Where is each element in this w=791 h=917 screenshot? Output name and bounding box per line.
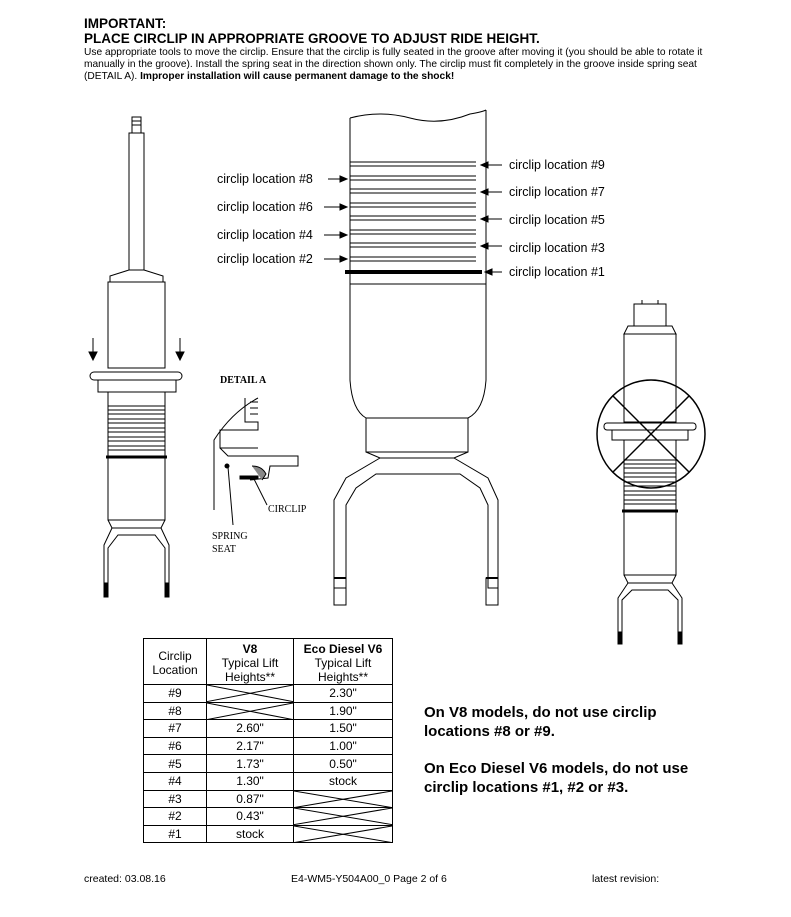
cell-location: #1 — [144, 825, 207, 843]
cell-v6-height: 2.30" — [294, 685, 393, 703]
cell-location: #9 — [144, 685, 207, 703]
detail-a-title: DETAIL A — [220, 375, 267, 386]
center-shock-illustration — [334, 110, 498, 605]
table-body — [144, 685, 393, 843]
cell-v6-height: 1.90" — [294, 702, 393, 720]
footer-docid: E4-WM5-Y504A00_0 Page 2 of 6 — [291, 873, 447, 885]
cell-v8-height: 0.87" — [207, 790, 294, 808]
table-row — [144, 825, 393, 843]
not-applicable-icon — [207, 703, 293, 720]
detail-spring-label: SPRING — [212, 531, 248, 542]
cell-location: #8 — [144, 702, 207, 720]
cell-v8-height: stock — [207, 825, 294, 843]
header-circlip-location: Circlip Location — [144, 639, 207, 685]
table-row — [144, 702, 393, 720]
label-circlip-1: circlip location #1 — [509, 265, 605, 279]
cell-v8-height: 0.43" — [207, 808, 294, 826]
cell-v6-height: 0.50" — [294, 755, 393, 773]
lift-height-table — [143, 638, 393, 843]
cell-location: #4 — [144, 772, 207, 790]
label-circlip-4: circlip location #4 — [217, 228, 313, 242]
header-v8-sub: Typical Lift Heights** — [221, 656, 279, 684]
not-applicable-icon — [294, 826, 392, 843]
header-v6-sub: Typical Lift Heights** — [314, 656, 372, 684]
cell-v8-height — [207, 702, 294, 720]
cell-location: #3 — [144, 790, 207, 808]
table-row — [144, 755, 393, 773]
table-header-row — [144, 639, 393, 685]
detail-seat-label: SEAT — [212, 544, 236, 555]
label-circlip-9: circlip location #9 — [509, 158, 605, 172]
right-shock-illustration — [597, 300, 705, 644]
header-v6 — [294, 639, 393, 685]
label-circlip-7: circlip location #7 — [509, 185, 605, 199]
header-v6-title: Eco Diesel V6 — [303, 642, 383, 656]
cell-v6-height: stock — [294, 772, 393, 790]
v6-note: On Eco Diesel V6 models, do not use circlip locations #1, #2 or #3. — [424, 760, 689, 796]
header-v8 — [207, 639, 294, 685]
right-label-arrows — [481, 162, 502, 275]
footer-created: created: 03.08.16 — [84, 873, 166, 885]
cell-location: #6 — [144, 737, 207, 755]
cell-v6-height — [294, 825, 393, 843]
cell-v8-height: 2.60" — [207, 720, 294, 738]
table-row — [144, 808, 393, 826]
main-heading: PLACE CIRCLIP IN APPROPRIATE GROOVE TO ADJUST RIDE HEIGHT. — [84, 31, 540, 46]
footer-revision: latest revision: — [592, 873, 660, 885]
cell-v6-height: 1.50" — [294, 720, 393, 738]
label-circlip-6: circlip location #6 — [217, 200, 313, 214]
header-v8-title: V8 — [242, 642, 258, 656]
label-circlip-3: circlip location #3 — [509, 241, 605, 255]
not-applicable-icon — [207, 685, 293, 702]
down-arrow-icon — [89, 338, 184, 360]
cell-v8-height: 1.73" — [207, 755, 294, 773]
left-label-arrows — [324, 176, 347, 262]
table-row — [144, 790, 393, 808]
left-shock-illustration — [89, 117, 184, 597]
cell-v6-height: 1.00" — [294, 737, 393, 755]
not-applicable-icon — [294, 808, 392, 825]
circlip-grooves — [345, 162, 486, 284]
label-circlip-2: circlip location #2 — [217, 252, 313, 266]
warning-text: Improper installation will cause permanent damage to the shock! — [140, 71, 455, 82]
detail-circlip-label: CIRCLIP — [268, 504, 307, 515]
important-heading: IMPORTANT: — [84, 16, 167, 31]
label-circlip-5: circlip location #5 — [509, 213, 605, 227]
not-applicable-icon — [294, 791, 392, 808]
cell-location: #2 — [144, 808, 207, 826]
cell-location: #5 — [144, 755, 207, 773]
table-row — [144, 720, 393, 738]
cell-v6-height — [294, 808, 393, 826]
cell-v6-height — [294, 790, 393, 808]
v8-note: On V8 models, do not use circlip locations #8 or #9. — [424, 704, 657, 740]
instructions-text: Use appropriate tools to move the circlip. Ensure that the circlip is fully seated in the groove after moving it (you should be able to rotate it manually in the groove). Install the spring seat in the direction shown only. The circlip must fit completely in the groove inside spring seat (DETAIL A). — [84, 47, 703, 82]
table-row — [144, 737, 393, 755]
table-row — [144, 772, 393, 790]
cell-v8-height: 1.30" — [207, 772, 294, 790]
table-row — [144, 685, 393, 703]
cell-location: #7 — [144, 720, 207, 738]
cell-v8-height — [207, 685, 294, 703]
cell-v8-height: 2.17" — [207, 737, 294, 755]
prohibited-icon — [597, 380, 705, 488]
left-shock-grooves — [106, 410, 167, 457]
label-circlip-8: circlip location #8 — [217, 172, 313, 186]
